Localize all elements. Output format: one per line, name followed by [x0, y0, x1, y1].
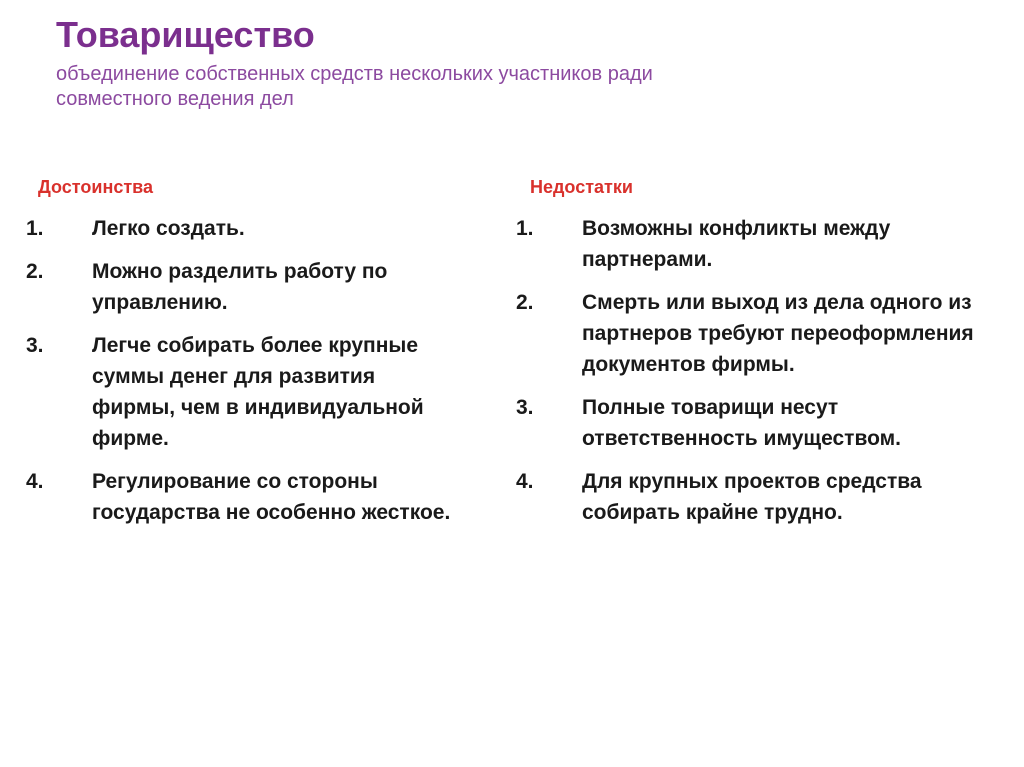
disadvantages-column	[510, 175, 1010, 540]
list-item	[20, 330, 490, 454]
list-item	[510, 466, 1010, 528]
list-item	[510, 392, 1010, 454]
item-number: 1.	[516, 217, 534, 240]
item-text: Можно разделить работу по управлению.	[92, 260, 388, 314]
list-item	[20, 256, 490, 318]
item-text: Для крупных проектов средства собирать крайне трудно.	[582, 470, 922, 524]
disadvantages-list	[510, 213, 1010, 528]
item-number: 3.	[516, 396, 534, 419]
item-number: 2.	[516, 291, 534, 314]
item-text: Легко создать.	[92, 217, 245, 240]
subtitle-line-2: совместного ведения дел	[56, 88, 294, 110]
advantages-column	[20, 175, 490, 540]
item-number: 2.	[26, 260, 44, 283]
item-text: Регулирование со стороны государства не особенно жесткое.	[92, 470, 451, 524]
item-number: 1.	[26, 217, 44, 240]
item-text: Легче собирать более крупные суммы денег для развития фирмы, чем в индивидуальной фирме.	[92, 334, 424, 450]
slide-title: Товарищество	[56, 14, 315, 55]
advantages-heading: Достоинства	[38, 177, 153, 197]
list-item	[510, 287, 1010, 380]
list-item	[20, 466, 490, 528]
list-item	[20, 213, 490, 244]
list-item	[510, 213, 1010, 275]
item-number: 3.	[26, 334, 44, 357]
item-number: 4.	[516, 470, 534, 493]
subtitle-line-1: объединение собственных средств нескольких участников ради	[56, 63, 653, 85]
item-number: 4.	[26, 470, 44, 493]
advantages-list	[20, 213, 490, 528]
item-text: Возможны конфликты между партнерами.	[582, 217, 891, 271]
item-text: Смерть или выход из дела одного из партнеров требуют переоформления документов фирмы.	[582, 291, 974, 376]
disadvantages-heading: Недостатки	[530, 177, 633, 197]
item-text: Полные товарищи несут ответственность имуществом.	[582, 396, 902, 450]
title-block	[56, 14, 956, 112]
slide-subtitle	[56, 62, 956, 112]
